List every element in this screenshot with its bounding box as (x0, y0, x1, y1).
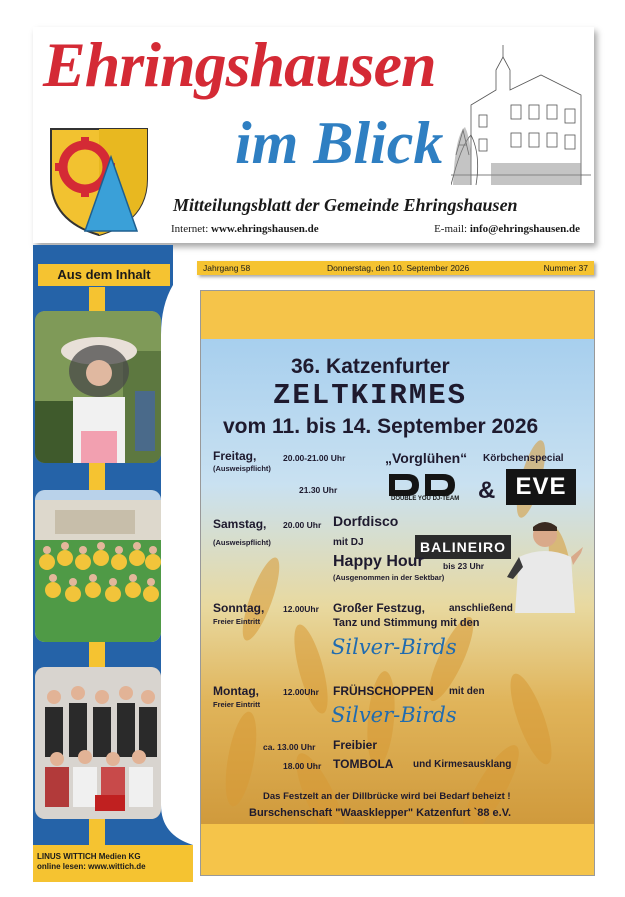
friday-time2: 21.30 Uhr (299, 485, 338, 495)
town-hall-sketch (451, 35, 591, 185)
sunday-event: Großer Festzug, (333, 601, 426, 615)
friday-label: Freitag, (213, 449, 257, 463)
monday-label: Montag, (213, 684, 259, 698)
website-label: Internet: (171, 223, 209, 235)
publisher-website[interactable]: online lesen: www.wittich.de (37, 862, 146, 871)
dj-photo-icon (505, 517, 585, 613)
poster-headline-edition: 36. Katzenfurter (291, 355, 450, 378)
poster-footer-organizer: Burschenschaft "Waasklepper" Katzenfurt `88 e.V. (249, 807, 512, 819)
issue-volume: Jahrgang 58 (203, 263, 251, 273)
sunday-note: Freier Eintritt (213, 617, 261, 626)
dj-balineiro-logo: BALINEIRO (415, 535, 511, 559)
monday-time3: 18.00 Uhr (283, 761, 322, 771)
happy-hour-title: Happy Hour (333, 553, 424, 570)
monday-note: Freier Eintritt (213, 700, 261, 709)
monday-time2: ca. 13.00 Uhr (263, 742, 316, 752)
zeltkirmes-poster[interactable] (201, 339, 594, 824)
contact-website (171, 223, 319, 235)
cover-poster-frame (200, 290, 595, 876)
thumbnail-children-group-photo[interactable] (35, 490, 161, 642)
contents-heading: Aus dem Inhalt (37, 263, 171, 287)
friday-time1: 20.00-21.00 Uhr (283, 453, 346, 463)
logo-ampersand: & (478, 477, 496, 504)
thumbnail-first-aid-photo[interactable] (35, 667, 161, 819)
saturday-event: Dorfdisco (333, 513, 399, 529)
photo-first-aid-group-icon (35, 667, 161, 819)
email-link[interactable]: info@ehringshausen.de (469, 223, 580, 235)
saturday-with-dj: mit DJ (333, 537, 364, 548)
monday-event3: TOMBOLA (333, 757, 394, 771)
masthead-title: Ehringshausen (43, 29, 436, 100)
photo-children-group-icon (35, 490, 161, 642)
saturday-label: Samstag, (213, 517, 267, 531)
website-link[interactable]: www.ehringshausen.de (211, 223, 319, 235)
monday-event3-extra: und Kirmesausklang (413, 759, 512, 770)
saturday-note: (Ausweispflicht) (213, 538, 271, 547)
poster-headline-dates: vom 11. bis 14. September 2026 (223, 415, 539, 438)
issue-info-bar (197, 261, 594, 275)
email-label: E-mail: (434, 223, 468, 235)
contact-email (434, 223, 580, 235)
monday-event-extra: mit den (449, 686, 485, 697)
poster-headline-event: ZELTKIRMES (273, 379, 468, 412)
issue-number: Nummer 37 (543, 263, 588, 273)
masthead (33, 27, 594, 243)
sunday-event-extra: anschließend (449, 603, 513, 614)
publisher-info (37, 852, 146, 872)
publisher-name: LINUS WITTICH Medien KG (37, 852, 141, 861)
sunday-time: 12.00Uhr (283, 604, 319, 614)
poster-footer-heating: Das Festzelt an der Dillbrücke wird bei Bedarf beheizt ! (263, 791, 511, 802)
eve-logo: EVE (506, 469, 576, 505)
friday-note: (Ausweispflicht) (213, 464, 271, 473)
masthead-subtitle: im Blick (235, 110, 444, 176)
sunday-band: Silver-Birds (331, 635, 457, 659)
monday-event2: Freibier (333, 738, 378, 752)
double-you-logo (385, 472, 463, 506)
masthead-tagline: Mitteilungsblatt der Gemeinde Ehringshausen (173, 195, 518, 215)
photo-child-beekeeper-icon (35, 311, 161, 463)
happy-hour-note: (Ausgenommen in der Sektbar) (333, 573, 445, 582)
happy-hour-until: bis 23 Uhr (443, 561, 485, 571)
thumbnail-beekeeping-photo[interactable] (35, 311, 161, 463)
sunday-label: Sonntag, (213, 601, 265, 615)
monday-event: FRÜHSCHOPPEN (333, 684, 434, 698)
double-you-sub: DJ-TEAM (432, 496, 460, 502)
double-you-name: DOUBLE YOU (391, 496, 431, 502)
sunday-line2: Tanz und Stimmung mit den (333, 617, 480, 629)
sidebar-contents (33, 245, 193, 882)
saturday-time: 20.00 Uhr (283, 520, 322, 530)
friday-event: „Vorglühen“ (385, 450, 468, 466)
monday-time: 12.00Uhr (283, 687, 319, 697)
monday-band: Silver-Birds (331, 703, 457, 727)
friday-event-extra: Körbchenspecial (483, 453, 564, 464)
coat-of-arms-icon (45, 119, 153, 239)
issue-date: Donnerstag, den 10. September 2026 (327, 263, 470, 273)
